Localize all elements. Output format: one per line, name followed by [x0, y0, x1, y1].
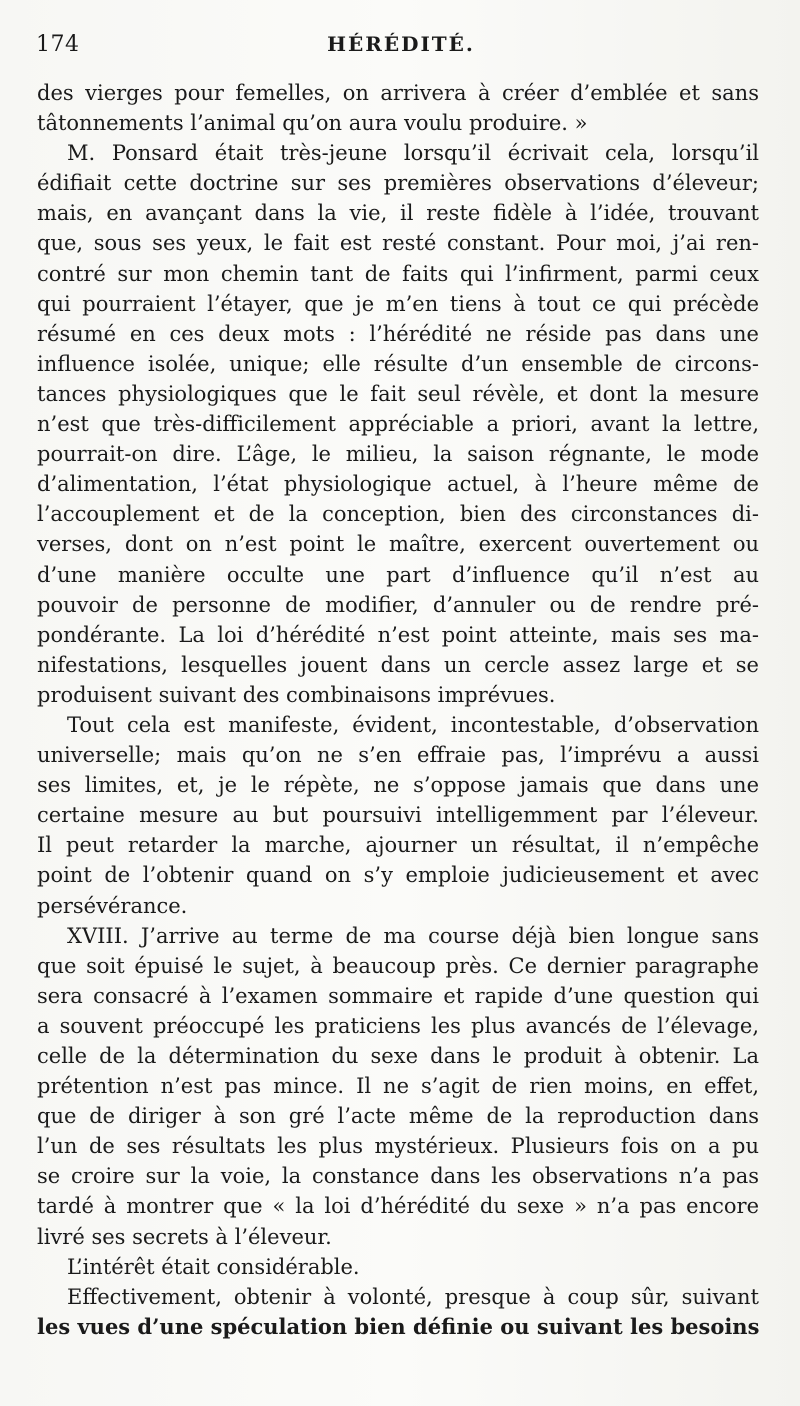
text-line: tardé à montrer que « la loi d’hérédité du sexe » n’a pas encore [37, 1194, 759, 1219]
text-line: les vues d’une spéculation bien définie ou suivant les besoins [37, 1313, 760, 1339]
page-header [36, 28, 766, 62]
text-line: édifiait cette doctrine sur ses premières observations d’éleveur; [37, 171, 759, 196]
text-line: résumé en ces deux mots : l’hérédité ne réside pas dans une [37, 321, 759, 346]
body-text [37, 78, 759, 1342]
text-line: Tout cela est manifeste, évident, incontestable, d’observation [67, 712, 759, 737]
text-line: celle de la détermination du sexe dans le produit à obtenir. La [37, 1044, 759, 1068]
text-line: Il peut retarder la marche, ajourner un résultat, il n’empêche [37, 833, 759, 858]
text-line: sera consacré à l’examen sommaire et rapide d’une question qui [37, 983, 759, 1008]
text-line: tances physiologiques que le fait seul révèle, et dont la mesure [37, 381, 759, 406]
text-line: universelle; mais qu’on ne s’en effraie pas, l’imprévu a aussi [37, 743, 759, 768]
text-line: M. Ponsard était très-jeune lorsqu’il écrivait cela, lorsqu’il [67, 141, 759, 166]
text-line: contré sur mon chemin tant de faits qui l’infirment, parmi ceux [37, 261, 759, 286]
text-line: des vierges pour femelles, on arrivera à créer d’emblée et sans [37, 81, 759, 105]
text-line: L’intérêt était considérable. [67, 1254, 360, 1279]
text-line: d’alimentation, l’état physiologique actuel, à l’heure même de [37, 472, 759, 497]
text-line: l’un de ses résultats les plus mystérieux. Plusieurs fois on a pu [37, 1134, 759, 1159]
text-line: pourrait-on dire. L’âge, le milieu, la saison régnante, le mode [37, 442, 759, 467]
text-line: produisent suivant des combinaisons imprévues. [37, 682, 556, 707]
text-line: que soit épuisé le sujet, à beaucoup près. Ce dernier paragraphe [37, 953, 759, 978]
text-line: qui pourraient l’étayer, que je m’en tiens à tout ce qui précède [37, 291, 759, 316]
text-line: que de diriger à son gré l’acte même de la reproduction dans [37, 1104, 759, 1129]
running-title: HÉRÉDITÉ. [327, 32, 475, 56]
text-line: prétention n’est pas mince. Il ne s’agit de rien moins, en effet, [37, 1074, 759, 1099]
section-heading-line: XVIII. J’arrive au terme de ma course déjà bien longue sans [67, 923, 759, 948]
text-line: l’accouplement et de la conception, bien des circonstances di- [37, 502, 759, 527]
text-line: pouvoir de personne de modifier, d’annuler ou de rendre pré- [37, 592, 759, 617]
text-line: que, sous ses yeux, le fait est resté constant. Pour moi, j’ai ren- [37, 231, 759, 256]
text-line: persévérance. [37, 893, 188, 918]
text-line: se croire sur la voie, la constance dans les observations n’a pas [37, 1164, 759, 1189]
text-line: mais, en avançant dans la vie, il reste fidèle à l’idée, trouvant [37, 201, 759, 226]
text-line: d’une manière occulte une part d’influence qu’il n’est au [37, 562, 759, 587]
text-line: a souvent préoccupé les praticiens les plus avancés de l’élevage, [37, 1013, 759, 1038]
text-line: Effectivement, obtenir à volonté, presque à coup sûr, suivant [67, 1284, 759, 1309]
text-line: influence isolée, unique; elle résulte d’un ensemble de circons- [37, 351, 759, 376]
text-line: point de l’obtenir quand on s’y emploie judicieusement et avec [37, 863, 759, 888]
text-line: certaine mesure au but poursuivi intelligemment par l’éleveur. [37, 803, 759, 828]
text-line: livré ses secrets à l’éleveur. [37, 1224, 332, 1249]
text-line: verses, dont on n’est point le maître, exercent ouvertement ou [37, 532, 759, 557]
text-line: nifestations, lesquelles jouent dans un cercle assez large et se [37, 652, 759, 677]
text-line: n’est que très-difficilement appréciable a priori, avant la lettre, [37, 412, 759, 437]
text-line: pondérante. La loi d’hérédité n’est point atteinte, mais ses ma- [37, 622, 759, 647]
text-line: tâtonnements l’animal qu’on aura voulu produire. » [37, 111, 588, 136]
page-number: 174 [36, 32, 80, 57]
text-line: ses limites, et, je le répète, ne s’oppose jamais que dans une [37, 773, 759, 798]
